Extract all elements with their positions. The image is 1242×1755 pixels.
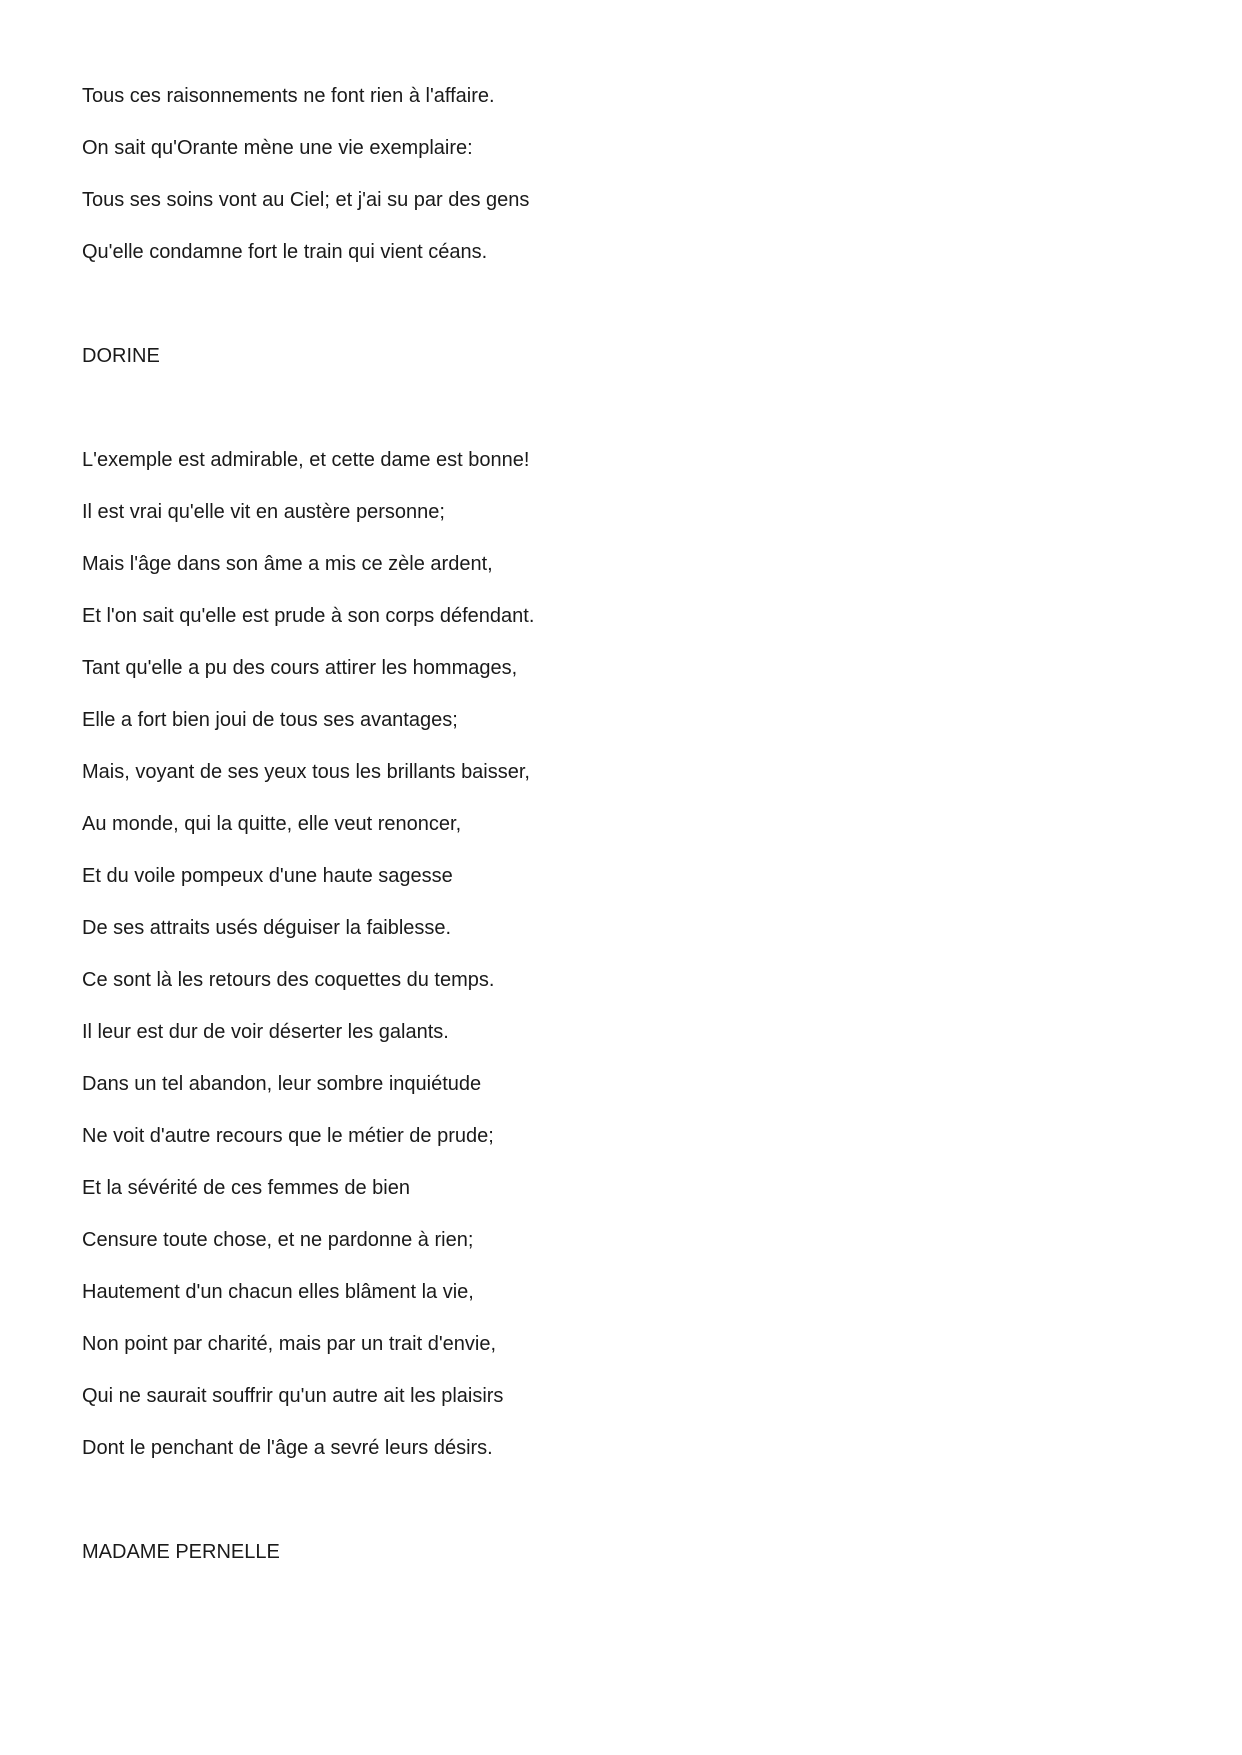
verse-line: Tous ses soins vont au Ciel; et j'ai su par des gens	[82, 189, 530, 211]
verse-line: Dans un tel abandon, leur sombre inquiétude	[82, 1073, 482, 1095]
verse-line: Et du voile pompeux d'une haute sagesse	[82, 865, 453, 887]
verse-line: Il est vrai qu'elle vit en austère personne;	[82, 501, 445, 523]
verse-line: Dont le penchant de l'âge a sevré leurs désirs.	[82, 1437, 493, 1459]
verse-line: Il leur est dur de voir déserter les galants.	[82, 1021, 449, 1043]
verse-line: Censure toute chose, et ne pardonne à rien;	[82, 1229, 474, 1251]
verse-line: Qui ne saurait souffrir qu'un autre ait les plaisirs	[82, 1385, 504, 1407]
verse-line: Elle a fort bien joui de tous ses avantages;	[82, 709, 458, 731]
verse-line: De ses attraits usés déguiser la faiblesse.	[82, 917, 452, 939]
verse-line: Mais, voyant de ses yeux tous les brillants baisser,	[82, 761, 530, 783]
verse-line: Tous ces raisonnements ne font rien à l'affaire.	[82, 85, 495, 107]
speaker-name: DORINE	[82, 345, 160, 367]
speaker-name: MADAME PERNELLE	[82, 1541, 280, 1563]
verse-line: Mais l'âge dans son âme a mis ce zèle ardent,	[82, 553, 493, 575]
verse-line: Ce sont là les retours des coquettes du temps.	[82, 969, 495, 991]
verse-line: L'exemple est admirable, et cette dame est bonne!	[82, 449, 530, 471]
verse-line: Ne voit d'autre recours que le métier de prude;	[82, 1125, 494, 1147]
verse-line: Qu'elle condamne fort le train qui vient céans.	[82, 241, 488, 263]
verse-line: Hautement d'un chacun elles blâment la vie,	[82, 1281, 474, 1303]
verse-line: On sait qu'Orante mène une vie exemplaire:	[82, 137, 473, 159]
verse-line: Et l'on sait qu'elle est prude à son corps défendant.	[82, 605, 535, 627]
verse-line: Et la sévérité de ces femmes de bien	[82, 1177, 410, 1199]
verse-line: Tant qu'elle a pu des cours attirer les hommages,	[82, 657, 518, 679]
verse-line: Au monde, qui la quitte, elle veut renoncer,	[82, 813, 462, 835]
verse-line: Non point par charité, mais par un trait d'envie,	[82, 1333, 497, 1355]
